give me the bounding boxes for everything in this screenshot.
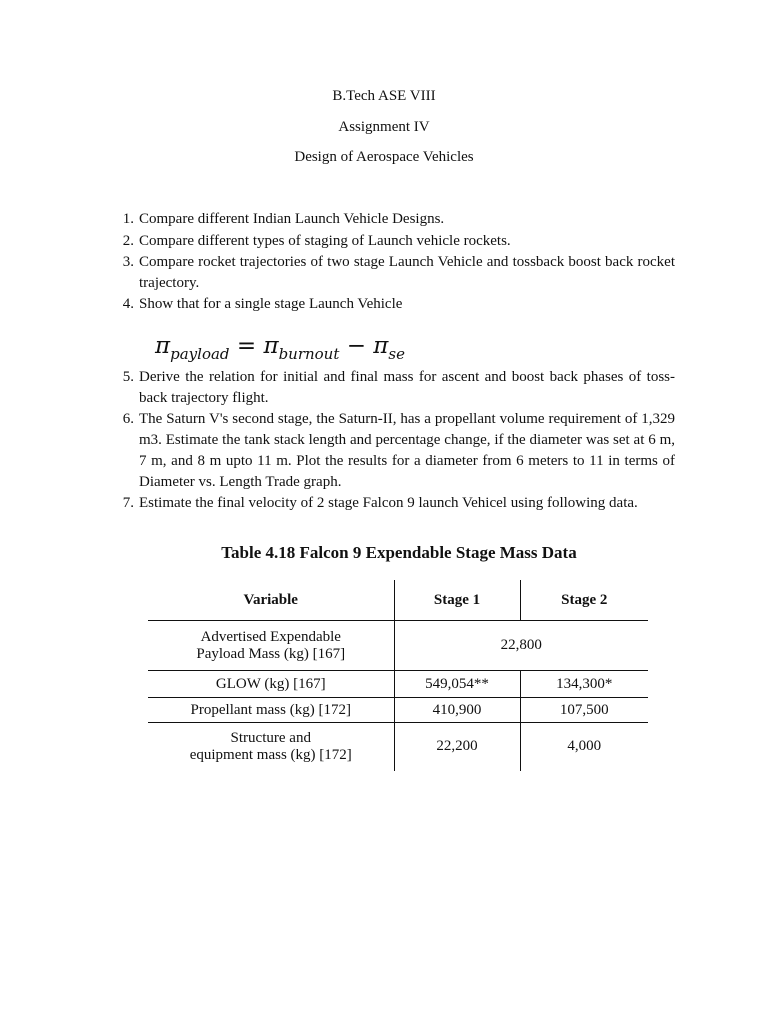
stage-2-cell: 107,500 xyxy=(520,698,648,723)
payload-subscript: payload xyxy=(170,345,230,363)
variable-line-2: equipment mass (kg) [172] xyxy=(189,746,352,763)
equals-sign: = xyxy=(236,333,257,359)
stage-mass-table xyxy=(148,580,648,771)
merged-value-cell: 22,800 xyxy=(394,621,648,671)
variable-cell: GLOW (kg) [167] xyxy=(148,671,394,698)
question-text: Compare different Indian Launch Vehicle Designs. xyxy=(139,211,445,227)
question-text: Estimate the final velocity of 2 stage Falcon 9 launch Vehicel using following data. xyxy=(139,495,638,511)
pi-symbol: π xyxy=(263,333,279,359)
question-5 xyxy=(112,367,675,409)
question-7 xyxy=(112,493,675,514)
table-header-row xyxy=(148,580,648,621)
assignment-title: Assignment IV xyxy=(338,119,430,135)
question-text: Compare rocket trajectories of two stage Launch Vehicle and tossback boost back rocket trajectory. xyxy=(139,254,675,291)
question-number: 6. xyxy=(122,411,134,427)
question-number: 7. xyxy=(122,495,134,511)
payload-formula xyxy=(155,333,405,363)
question-3 xyxy=(112,252,675,294)
table-row xyxy=(148,621,648,671)
header-stage-2: Stage 2 xyxy=(520,580,648,621)
question-4 xyxy=(112,294,675,315)
question-text: Compare different types of staging of Launch vehicle rockets. xyxy=(139,233,511,249)
pi-symbol: π xyxy=(373,333,389,359)
question-number: 1. xyxy=(122,211,134,227)
table-row xyxy=(148,698,648,723)
question-number: 2. xyxy=(122,233,134,249)
question-6 xyxy=(112,409,675,493)
stage-2-cell: 134,300* xyxy=(520,671,648,698)
subject-title: Design of Aerospace Vehicles xyxy=(294,149,474,165)
header-variable: Variable xyxy=(243,591,298,608)
variable-line-2: Payload Mass (kg) [167] xyxy=(196,645,346,662)
question-number: 4. xyxy=(122,296,134,312)
minus-sign: − xyxy=(346,333,366,359)
variable-cell xyxy=(148,621,394,671)
pi-symbol: π xyxy=(155,333,171,359)
variable-line-1: Advertised Expendable xyxy=(200,628,341,645)
stage-1-cell: 549,054** xyxy=(394,671,520,698)
stage-2-cell: 4,000 xyxy=(520,723,648,771)
question-number: 5. xyxy=(122,369,134,385)
question-1 xyxy=(112,209,675,230)
table-caption: Table 4.18 Falcon 9 Expendable Stage Mass Data xyxy=(221,543,577,562)
question-text: The Saturn V's second stage, the Saturn-II, has a propellant volume requirement of 1,329 m3. Estimate the tank stack length and percentage change, if the diameter was set at 6 m, 7 m, and 8 m upto 11 m. Plot the results for a diameter from 6 meters to 11 in terms of Diameter vs. Length Trade graph. xyxy=(139,411,675,490)
variable-line-1: Structure and xyxy=(230,729,311,746)
variable-cell: Propellant mass (kg) [172] xyxy=(148,698,394,723)
table-row xyxy=(148,723,648,771)
burnout-subscript: burnout xyxy=(278,345,340,363)
course-title: B.Tech ASE VIII xyxy=(332,88,436,104)
se-subscript: se xyxy=(388,345,405,363)
table-row xyxy=(148,671,648,698)
stage-1-cell: 22,200 xyxy=(394,723,520,771)
question-text: Derive the relation for initial and final mass for ascent and boost back phases of toss-back trajectory flight. xyxy=(139,369,675,406)
header-stage-1: Stage 1 xyxy=(394,580,520,621)
variable-cell xyxy=(148,723,394,771)
question-number: 3. xyxy=(122,254,134,270)
question-2 xyxy=(112,231,675,252)
stage-1-cell: 410,900 xyxy=(394,698,520,723)
question-text: Show that for a single stage Launch Vehicle xyxy=(139,296,403,312)
